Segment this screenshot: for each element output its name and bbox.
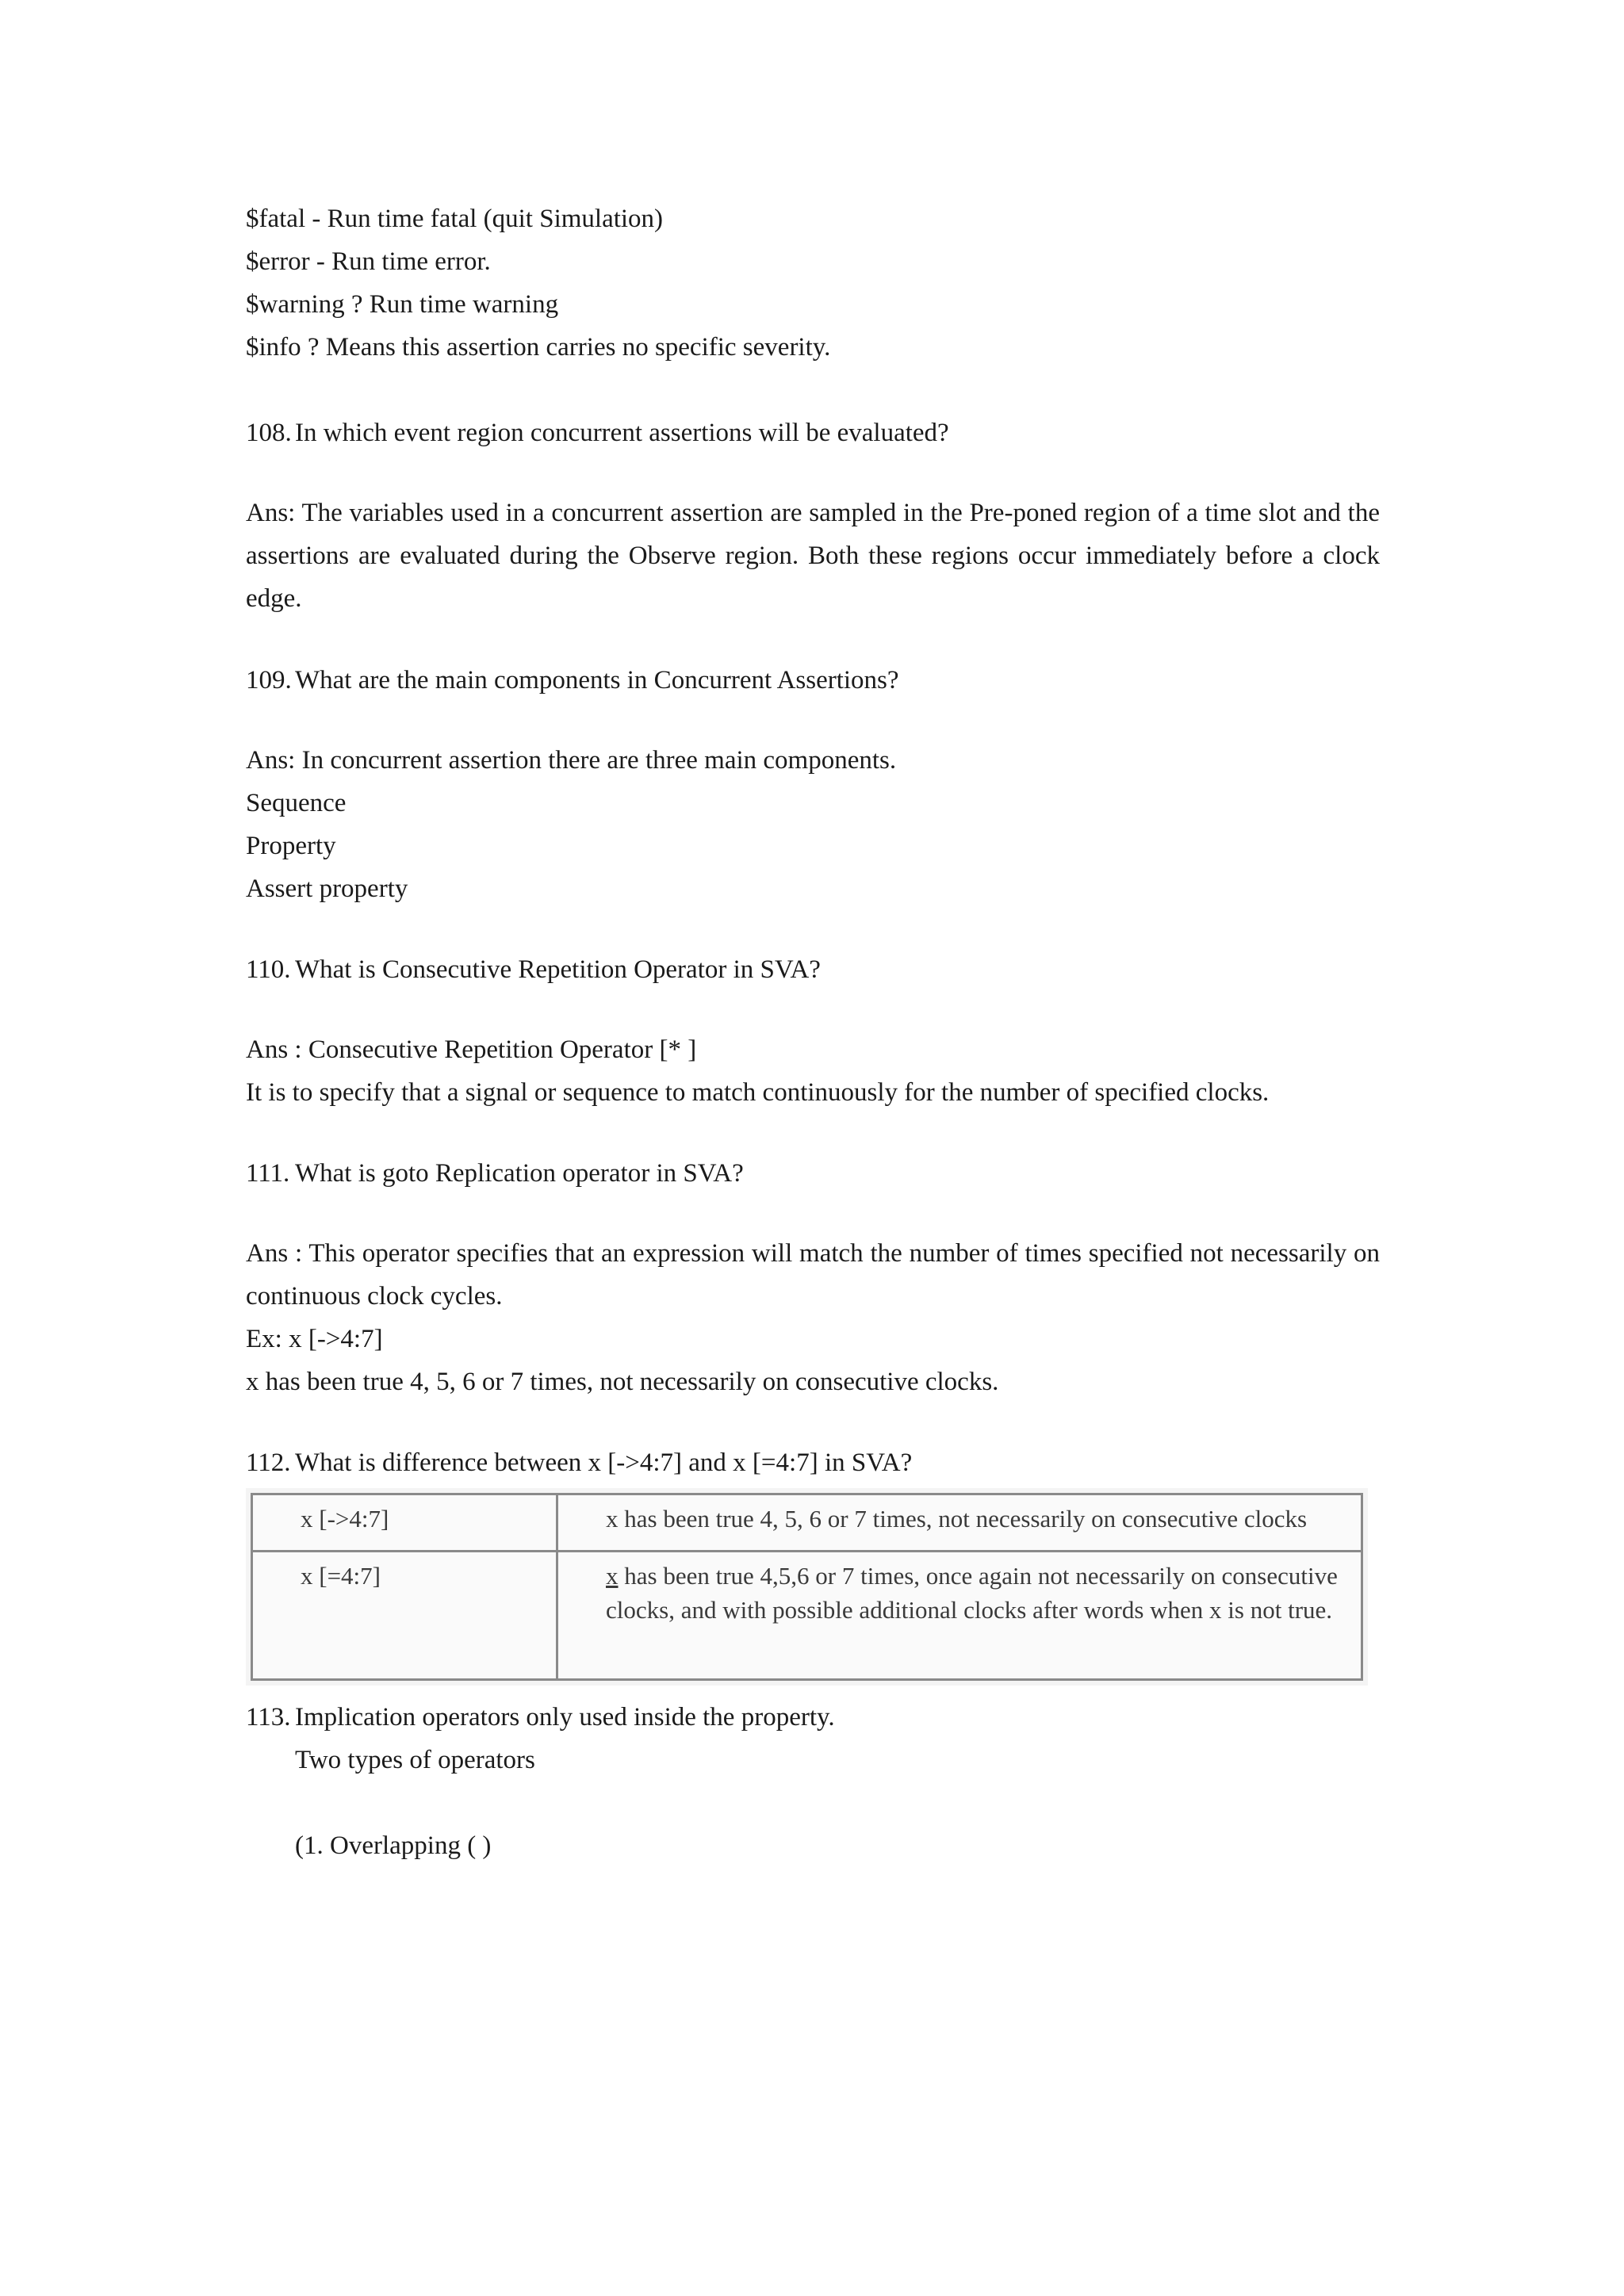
example-111: Ex: x [->4:7]	[246, 1325, 383, 1353]
answer-110-line2: It is to specify that a signal or sequence to match continuously for the number of specified clocks.	[246, 1078, 1270, 1107]
comparison-table	[251, 1493, 1363, 1681]
severity-info: $info ? Means this assertion carries no specific severity.	[246, 333, 831, 362]
component-property: Property	[246, 832, 336, 860]
table-cell-description-text: has been true 4,5,6 or 7 times, once again not necessarily on consecutive clocks, and with possible additional clocks after words when x is not true.	[606, 1562, 1338, 1624]
table-row	[252, 1494, 1362, 1552]
table-cell-operator: x [->4:7]	[252, 1494, 557, 1552]
table-cell-operator: x [=4:7]	[252, 1552, 557, 1680]
answer-109-intro: Ans: In concurrent assertion there are three main components.	[246, 746, 897, 775]
question-111	[246, 1158, 744, 1189]
table-cell-description	[557, 1552, 1362, 1680]
severity-warning: $warning ? Run time warning	[246, 290, 559, 319]
item-113	[246, 1701, 835, 1733]
question-number: 108.	[246, 419, 292, 447]
comparison-table-image	[246, 1488, 1368, 1686]
question-112	[246, 1447, 912, 1479]
component-sequence: Sequence	[246, 789, 347, 817]
table-row	[252, 1552, 1362, 1680]
underlined-x: x	[606, 1562, 619, 1590]
question-text: What is Consecutive Repetition Operator in SVA?	[295, 955, 821, 984]
item-113-line3: (1. Overlapping ( )	[295, 1831, 492, 1860]
example-111-note: x has been true 4, 5, 6 or 7 times, not necessarily on consecutive clocks.	[246, 1368, 999, 1396]
question-text: What is difference between x [->4:7] and x [=4:7] in SVA?	[295, 1448, 913, 1477]
component-assert-property: Assert property	[246, 874, 408, 903]
question-number: 112.	[246, 1448, 291, 1477]
answer-111: Ans : This operator specifies that an expression will match the number of times specified not necessarily on continuous clock cycles.	[246, 1239, 1380, 1311]
question-text: In which event region concurrent assertions will be evaluated?	[295, 419, 949, 447]
question-number: 109.	[246, 666, 292, 695]
question-number: 111.	[246, 1159, 290, 1188]
question-number: 113.	[246, 1703, 291, 1732]
severity-error: $error - Run time error.	[246, 247, 491, 276]
table-cell-description: x has been true 4, 5, 6 or 7 times, not necessarily on consecutive clocks	[557, 1494, 1362, 1552]
question-number: 110.	[246, 955, 291, 984]
answer-108: Ans: The variables used in a concurrent assertion are sampled in the Pre-poned region of a time slot and the assertions are evaluated during the Observe region. Both these regions occur immediately before a clock edge.	[246, 499, 1380, 613]
item-113-text: Implication operators only used inside the property.	[295, 1703, 835, 1732]
question-text: What are the main components in Concurrent Assertions?	[295, 666, 899, 695]
question-109	[246, 664, 899, 696]
question-108	[246, 417, 949, 449]
severity-fatal: $fatal - Run time fatal (quit Simulation)	[246, 205, 664, 233]
item-113-line2: Two types of operators	[295, 1746, 535, 1774]
answer-110-line1: Ans : Consecutive Repetition Operator [* ]	[246, 1035, 697, 1064]
question-110	[246, 954, 821, 985]
question-text: What is goto Replication operator in SVA?	[295, 1159, 744, 1188]
